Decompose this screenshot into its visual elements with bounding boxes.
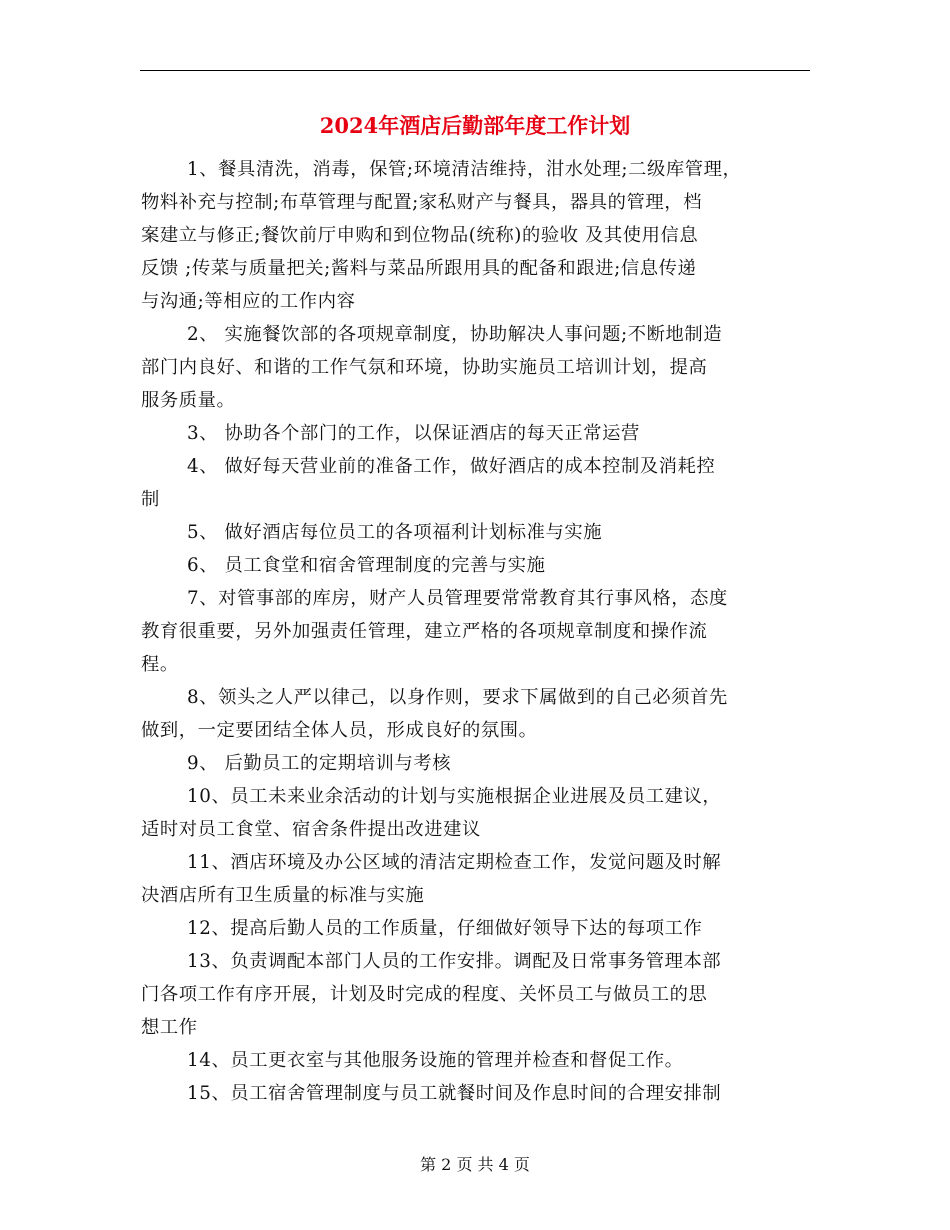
paragraph [141,1044,813,1077]
paragraph [141,780,813,846]
paragraph-line: 物料补充与控制;布草管理与配置;家私财产与餐具，器具的管理，档 [141,192,703,213]
paragraph [141,450,813,516]
paragraph-line: 10、员工未来业余活动的计划与实施根据企业进展及员工建议， [187,786,722,807]
paragraph-line: 8、领头之人严以律己，以身作则，要求下属做到的自己必须首先 [187,687,728,708]
paragraph [141,549,813,582]
paragraph-line: 门各项工作有序开展，计划及时完成的程度、关怀员工与做员工的思 [141,984,708,1005]
paragraph [141,417,813,450]
paragraph-line: 11、酒店环境及办公区域的清洁定期检查工作，发觉问题及时解 [187,852,722,873]
paragraph-line: 服务质量。 [141,390,236,411]
paragraph [141,516,813,549]
page-footer: 第 2 页 共 4 页 [420,1155,530,1174]
paragraph-line: 2、 实施餐饮部的各项规章制度，协助解决人事问题;不断地制造 [187,324,723,345]
paragraph-line: 做到，一定要团结全体人员，形成良好的氛围。 [141,720,538,741]
paragraph [141,945,813,1044]
paragraph-line: 3、 协助各个部门的工作，以保证酒店的每天正常运营 [187,423,640,444]
paragraph-line: 部门内良好、和谐的工作气氛和环境，协助实施员工培训计划，提高 [141,357,708,378]
paragraph-line: 程。 [141,654,179,675]
paragraph-line: 与沟通;等相应的工作内容 [141,291,356,312]
paragraph-line: 7、对管事部的库房，财产人员管理要常常教育其行事风格，态度 [187,588,728,609]
paragraph-line: 12、提高后勤人员的工作质量，仔细做好领导下达的每项工作 [187,918,703,939]
paragraph-line: 教育很重要，另外加强责任管理，建立严格的各项规章制度和操作流 [141,621,708,642]
paragraph [141,1077,813,1110]
paragraph-line: 1、餐具清洗，消毒，保管;环境清洁维持，泔水处理;二级库管理， [187,159,742,180]
paragraph-line: 13、负责调配本部门人员的工作安排。调配及日常事务管理本部 [187,951,722,972]
paragraph [141,747,813,780]
paragraph-line: 决酒店所有卫生质量的标准与实施 [141,885,425,906]
document-body [141,153,813,1110]
paragraph-line: 9、 后勤员工的定期培训与考核 [187,753,452,774]
paragraph-line: 14、员工更衣室与其他服务设施的管理并检查和督促工作。 [187,1050,684,1071]
paragraph-line: 想工作 [141,1017,198,1038]
header-rule [140,70,810,71]
page-title: 2024年酒店后勤部年度工作计划 [319,113,631,138]
paragraph-line: 适时对员工食堂、宿舍条件提出改进建议 [141,819,481,840]
paragraph-line: 6、 员工食堂和宿舍管理制度的完善与实施 [187,555,546,576]
paragraph-line: 5、 做好酒店每位员工的各项福利计划标准与实施 [187,522,603,543]
paragraph [141,582,813,681]
paragraph-line: 4、 做好每天营业前的准备工作，做好酒店的成本控制及消耗控 [187,456,716,477]
paragraph-line: 制 [141,489,160,510]
paragraph-line: 案建立与修正;餐饮前厅申购和到位物品(统称)的验收 及其使用信息 [141,225,699,246]
paragraph [141,153,813,318]
paragraph [141,681,813,747]
paragraph-line: 15、员工宿舍管理制度与员工就餐时间及作息时间的合理安排制 [187,1083,722,1104]
paragraph-line: 反馈 ;传菜与质量把关;酱料与菜品所跟用具的配备和跟进;信息传递 [141,258,697,279]
paragraph [141,318,813,417]
paragraph [141,912,813,945]
paragraph [141,846,813,912]
